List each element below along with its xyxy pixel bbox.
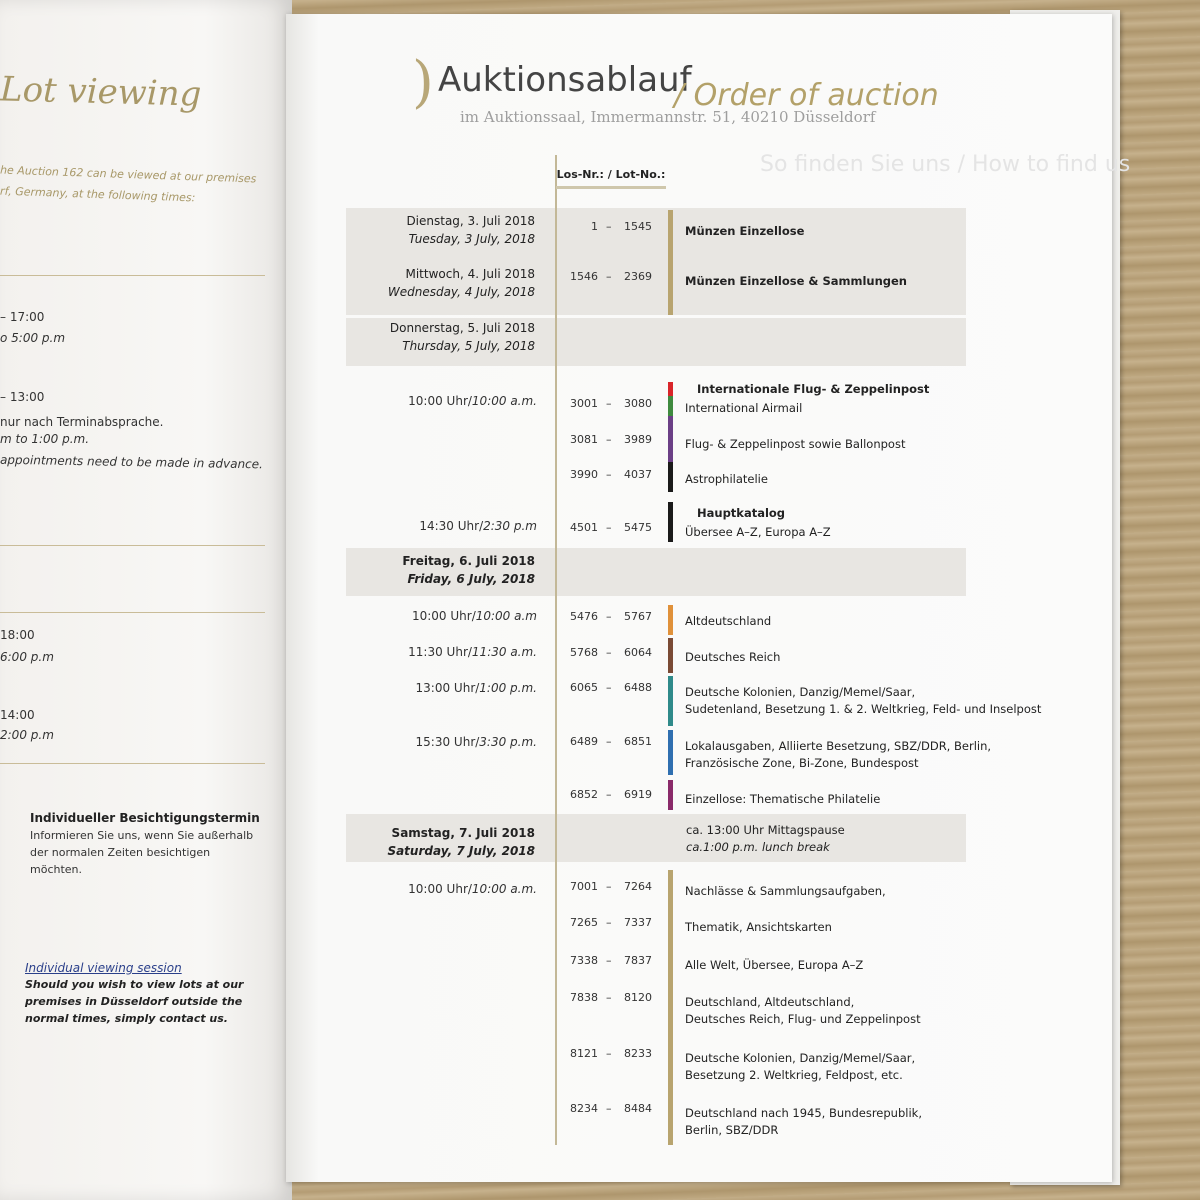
date-en: Wednesday, 4 July, 2018 bbox=[387, 285, 535, 299]
lot-range-dash: – bbox=[606, 646, 612, 659]
lot-description: Berlin, SBZ/DDR bbox=[685, 1123, 779, 1137]
lot-to: 2369 bbox=[624, 270, 652, 283]
session-time bbox=[337, 735, 537, 749]
date-wednesday bbox=[335, 267, 535, 299]
lot-range-dash: – bbox=[606, 880, 612, 893]
time-2-b: nur nach Terminabsprache. bbox=[0, 415, 164, 429]
header-bracket: ) bbox=[412, 50, 434, 115]
date-de: Donnerstag, 5. Juli 2018 bbox=[389, 321, 535, 335]
lot-from: 3081 bbox=[570, 433, 598, 446]
lot-from: 5476 bbox=[570, 610, 598, 623]
page-title: Auktionsablauf bbox=[438, 60, 692, 100]
category-bar-purple bbox=[668, 416, 673, 462]
time-de: 13:00 Uhr/ bbox=[415, 681, 480, 695]
category-bar-black bbox=[668, 462, 673, 492]
lot-column-rule bbox=[555, 155, 557, 1145]
lot-from: 3001 bbox=[570, 397, 598, 410]
lot-to: 7264 bbox=[624, 880, 652, 893]
date-thursday bbox=[335, 321, 535, 353]
time-2-c: m to 1:00 p.m. bbox=[0, 432, 90, 446]
session-time bbox=[337, 609, 537, 623]
time-de: 14:30 Uhr/ bbox=[419, 519, 484, 533]
lot-range-dash: – bbox=[606, 788, 612, 801]
date-en: Saturday, 7 July, 2018 bbox=[387, 844, 535, 858]
category-bar-coins bbox=[668, 210, 673, 315]
lot-from: 4501 bbox=[570, 521, 598, 534]
lot-from: 7838 bbox=[570, 991, 598, 1004]
auction-address: im Auktionssaal, Immermannstr. 51, 40210 Düsseldorf bbox=[460, 108, 876, 126]
lot-to: 5767 bbox=[624, 610, 652, 623]
date-de: Samstag, 7. Juli 2018 bbox=[391, 826, 535, 840]
lot-description: Deutsche Kolonien, Danzig/Memel/Saar, bbox=[685, 1051, 916, 1065]
category-bar-teal bbox=[668, 676, 673, 726]
lunch-break-en: ca.1:00 p.m. lunch break bbox=[686, 840, 830, 854]
date-en: Thursday, 5 July, 2018 bbox=[402, 339, 535, 353]
lot-to: 6919 bbox=[624, 788, 652, 801]
category-bar-magenta bbox=[668, 780, 673, 810]
lot-to: 7337 bbox=[624, 916, 652, 929]
lot-description: International Airmail bbox=[685, 401, 803, 415]
individual-viewing-text-en-3: normal times, simply contact us. bbox=[25, 1012, 228, 1025]
date-en: Tuesday, 3 July, 2018 bbox=[408, 232, 535, 246]
divider bbox=[0, 275, 265, 276]
date-de: Mittwoch, 4. Juli 2018 bbox=[405, 267, 535, 281]
lot-range-dash: – bbox=[606, 735, 612, 748]
page-subtitle: / Order of auction bbox=[674, 78, 939, 113]
lot-to: 3989 bbox=[624, 433, 652, 446]
individual-viewing-text-en-1: Should you wish to view lots at our bbox=[25, 978, 244, 991]
lot-description: Alle Welt, Übersee, Europa A–Z bbox=[685, 958, 864, 972]
lot-range-dash: – bbox=[606, 468, 612, 481]
lot-description: Münzen Einzellose & Sammlungen bbox=[685, 274, 907, 288]
individual-viewing-text-de-3: möchten. bbox=[30, 863, 83, 876]
individual-viewing-text-en-2: premises in Düsseldorf outside the bbox=[25, 995, 243, 1008]
lot-description: Deutschland nach 1945, Bundesrepublik, bbox=[685, 1106, 922, 1120]
category-bar-blue bbox=[668, 730, 673, 775]
lot-description: Übersee A–Z, Europa A–Z bbox=[685, 525, 831, 539]
session-time bbox=[337, 681, 537, 695]
time-de: 15:30 Uhr/ bbox=[415, 735, 480, 749]
lot-section-title: Internationale Flug- & Zeppelinpost bbox=[697, 382, 930, 396]
lunch-break-de: ca. 13:00 Uhr Mittagspause bbox=[686, 823, 845, 837]
lot-description: Französische Zone, Bi-Zone, Bundespost bbox=[685, 756, 919, 770]
date-saturday bbox=[335, 826, 535, 858]
individual-viewing-title-en: Individual viewing session bbox=[25, 961, 182, 975]
divider bbox=[0, 612, 265, 613]
date-en: Friday, 6 July, 2018 bbox=[407, 572, 535, 586]
time-en: 10:00 a.m. bbox=[471, 394, 537, 408]
lot-to: 7837 bbox=[624, 954, 652, 967]
divider bbox=[0, 763, 265, 764]
lot-description: Deutsches Reich, Flug- und Zeppelinpost bbox=[685, 1012, 921, 1026]
lot-range-dash: – bbox=[606, 1102, 612, 1115]
lot-to: 1545 bbox=[624, 220, 652, 233]
column-header-rule bbox=[556, 186, 666, 189]
lot-range-dash: – bbox=[606, 397, 612, 410]
lot-to: 6064 bbox=[624, 646, 652, 659]
show-through-text: So finden Sie uns / How to find us bbox=[760, 152, 1131, 177]
lot-range-dash: – bbox=[606, 1047, 612, 1060]
lot-to: 6488 bbox=[624, 681, 652, 694]
lot-description: Münzen Einzellose bbox=[685, 224, 805, 238]
time-en: 11:30 a.m. bbox=[471, 645, 537, 659]
session-time bbox=[337, 882, 537, 896]
time-en: 10:00 a.m. bbox=[471, 882, 537, 896]
session-time bbox=[337, 394, 537, 408]
lot-description: Astrophilatelie bbox=[685, 472, 768, 486]
session-time bbox=[337, 645, 537, 659]
divider bbox=[0, 545, 265, 546]
lot-to: 8484 bbox=[624, 1102, 652, 1115]
category-bar-green bbox=[668, 396, 673, 416]
time-1-a: – 17:00 bbox=[0, 310, 45, 324]
category-bar-collections bbox=[668, 870, 673, 1145]
lot-to: 8120 bbox=[624, 991, 652, 1004]
category-bar-orange bbox=[668, 605, 673, 635]
lot-from: 3990 bbox=[570, 468, 598, 481]
lot-from: 6852 bbox=[570, 788, 598, 801]
lot-range-dash: – bbox=[606, 610, 612, 623]
category-bar-red bbox=[668, 382, 673, 396]
lot-range-dash: – bbox=[606, 521, 612, 534]
lot-from: 1 bbox=[591, 220, 598, 233]
time-4-a: 14:00 bbox=[0, 708, 35, 722]
time-2-a: – 13:00 bbox=[0, 390, 45, 404]
lot-to: 6851 bbox=[624, 735, 652, 748]
time-1-b: o 5:00 p.m bbox=[0, 331, 66, 345]
lot-description: Nachlässe & Sammlungsaufgaben, bbox=[685, 884, 886, 898]
time-4-b: 2:00 p.m bbox=[0, 728, 54, 742]
lot-description: Einzellose: Thematische Philatelie bbox=[685, 792, 881, 806]
time-de: 10:00 Uhr/ bbox=[408, 882, 472, 896]
time-de: 10:00 Uhr/ bbox=[408, 394, 472, 408]
time-2-d: appointments need to be made in advance. bbox=[0, 452, 264, 472]
lot-section-title: Hauptkatalog bbox=[697, 506, 786, 520]
lot-viewing-intro-line-2: rf, Germany, at the following times: bbox=[0, 184, 196, 205]
lot-number-column-header: Los-Nr.: / Lot-No.: bbox=[556, 168, 666, 181]
left-page bbox=[0, 0, 292, 1200]
time-3-b: 6:00 p.m bbox=[0, 650, 54, 664]
date-de: Dienstag, 3. Juli 2018 bbox=[406, 214, 535, 228]
date-tuesday bbox=[335, 214, 535, 246]
lot-range-dash: – bbox=[606, 681, 612, 694]
lot-from: 6489 bbox=[570, 735, 598, 748]
time-de: 10:00 Uhr/ bbox=[411, 609, 476, 623]
time-3-a: 18:00 bbox=[0, 628, 35, 642]
lot-from: 7338 bbox=[570, 954, 598, 967]
lot-description: Lokalausgaben, Alliierte Besetzung, SBZ/DDR, Berlin, bbox=[685, 739, 992, 753]
lot-from: 6065 bbox=[570, 681, 598, 694]
time-en: 10:00 a.m bbox=[475, 609, 537, 623]
individual-viewing-title-de: Individueller Besichtigungstermin bbox=[30, 811, 260, 825]
date-de: Freitag, 6. Juli 2018 bbox=[402, 554, 535, 568]
date-friday bbox=[335, 554, 535, 586]
lot-from: 7001 bbox=[570, 880, 598, 893]
individual-viewing-text-de-2: der normalen Zeiten besichtigen bbox=[30, 846, 211, 859]
time-en: 2:30 p.m bbox=[483, 519, 537, 533]
category-bar-brown bbox=[668, 638, 673, 673]
lot-to: 8233 bbox=[624, 1047, 652, 1060]
lot-description: Sudetenland, Besetzung 1. & 2. Weltkrieg, Feld- und Inselpost bbox=[685, 702, 1042, 716]
time-en: 3:30 p.m. bbox=[479, 735, 537, 749]
lot-viewing-title: Lot viewing bbox=[0, 69, 202, 115]
lot-range-dash: – bbox=[606, 220, 612, 233]
category-bar-black bbox=[668, 502, 673, 542]
lot-to: 3080 bbox=[624, 397, 652, 410]
lot-from: 8121 bbox=[570, 1047, 598, 1060]
lot-range-dash: – bbox=[606, 433, 612, 446]
lot-viewing-intro-line-1: he Auction 162 can be viewed at our premises bbox=[0, 163, 257, 186]
lot-description: Deutsche Kolonien, Danzig/Memel/Saar, bbox=[685, 685, 916, 699]
time-de: 11:30 Uhr/ bbox=[408, 645, 472, 659]
lot-description: Besetzung 2. Weltkrieg, Feldpost, etc. bbox=[685, 1068, 903, 1082]
lot-from: 1546 bbox=[570, 270, 598, 283]
lot-description: Flug- & Zeppelinpost sowie Ballonpost bbox=[685, 437, 906, 451]
lot-range-dash: – bbox=[606, 270, 612, 283]
session-time bbox=[337, 519, 537, 533]
time-en: 1:00 p.m. bbox=[479, 681, 537, 695]
lot-description: Thematik, Ansichtskarten bbox=[685, 920, 832, 934]
lot-description: Altdeutschland bbox=[685, 614, 772, 628]
lot-from: 7265 bbox=[570, 916, 598, 929]
lot-range-dash: – bbox=[606, 954, 612, 967]
lot-to: 5475 bbox=[624, 521, 652, 534]
lot-range-dash: – bbox=[606, 991, 612, 1004]
lot-description: Deutschland, Altdeutschland, bbox=[685, 995, 855, 1009]
lot-to: 4037 bbox=[624, 468, 652, 481]
individual-viewing-text-de-1: Informieren Sie uns, wenn Sie außerhalb bbox=[30, 829, 254, 842]
lot-from: 5768 bbox=[570, 646, 598, 659]
lot-description: Deutsches Reich bbox=[685, 650, 781, 664]
lot-range-dash: – bbox=[606, 916, 612, 929]
lot-from: 8234 bbox=[570, 1102, 598, 1115]
